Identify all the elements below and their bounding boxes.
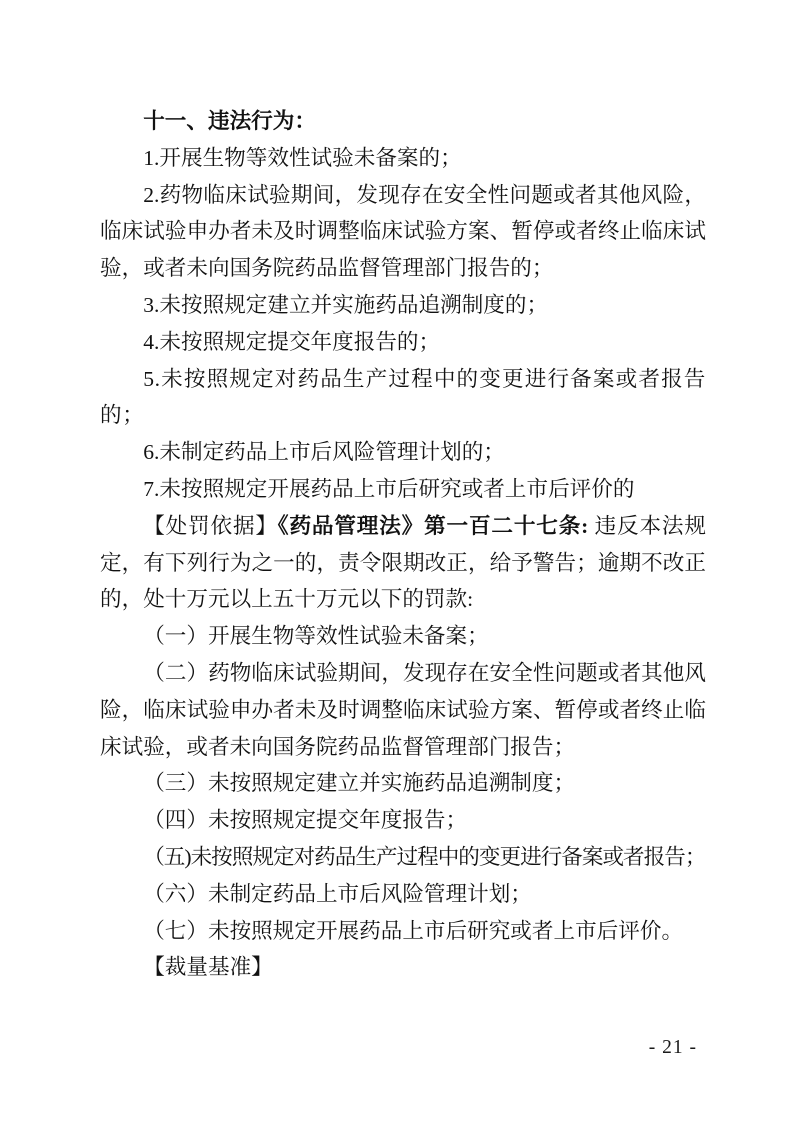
penalty-subitem-7: （七）未按照规定开展药品上市后研究或者上市后评价。 [143,918,684,943]
penalty-basis-text: 违反本法规定，有下列行为之一的，责令限期改正，给予警告；逾期不改正的，处十万元以上五十万元以下的罚款: [100,513,706,612]
penalty-basis-paragraph [100,508,706,618]
penalty-subitem-2: （二）药物临床试验期间，发现存在安全性问题或者其他风险，临床试验申办者未及时调整临床试验方案、暂停或者终止临床试验，或者未向国务院药品监督管理部门报告； [100,660,706,759]
penalty-subitem-1: （一）开展生物等效性试验未备案； [143,624,489,649]
penalty-items-list [100,618,706,949]
penalty-basis-label: 【处罚依据】 [143,513,278,538]
penalty-subitem-4: （四）未按照规定提交年度报告； [143,808,468,833]
violation-item-3: 3.未按照规定建立并实施药品追溯制度的； [143,292,549,317]
section-heading: 十一、违法行为： [143,108,316,133]
violation-item-5: 5.未按照规定对药品生产过程中的变更进行备案或者报告的； [100,366,706,428]
discretion-benchmark-label: 【裁量基准】 [143,955,273,980]
violation-item-7: 7.未按照规定开展药品上市后研究或者上市后评价的 [143,476,635,501]
violation-item-2: 2.药物临床试验期间，发现存在安全性问题或者其他风险，临床试验申办者未及时调整临床试验方案、暂停或者终止临床试验，或者未向国务院药品监督管理部门报告的； [100,182,706,281]
violation-item-6: 6.未制定药品上市后风险管理计划的； [143,440,505,465]
penalty-subitem-6: （六）未制定药品上市后风险管理计划； [143,881,532,906]
violations-list [100,140,706,508]
page-number: - 21 - [648,1037,697,1058]
penalty-subitem-5: （五)未按照规定对药品生产过程中的变更进行备案或者报告； [143,844,706,869]
law-reference: 《药品管理法》第一百二十七条: [277,513,589,538]
violation-item-4: 4.未按照规定提交年度报告的； [143,329,441,354]
penalty-subitem-3: （三）未按照规定建立并实施药品追溯制度； [143,771,576,796]
violation-item-1: 1.开展生物等效性试验未备案的； [143,145,462,170]
